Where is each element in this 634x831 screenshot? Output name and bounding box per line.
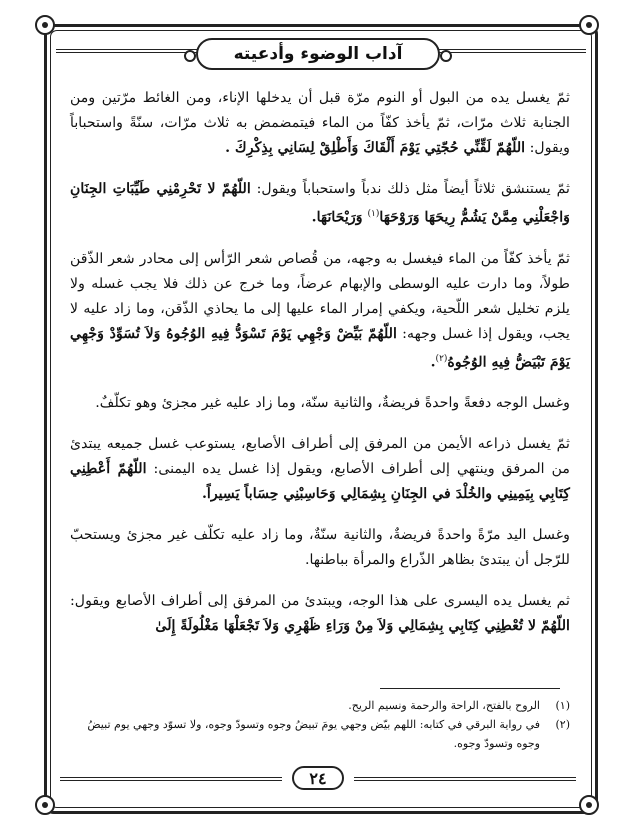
corner-ornament-top-right (579, 15, 599, 35)
footnote-1-number: (١) (555, 699, 570, 712)
page-number-badge (292, 766, 344, 790)
corner-ornament-top-left (35, 15, 55, 35)
paragraph-1 (70, 86, 570, 161)
paragraph-6 (70, 523, 570, 573)
paragraph-3-dua: اللّهُمّ بَيِّضْ وَجْهِي يَوْمَ تَسْوَدُّ فِيهِ الوُجُوهُ وَلاَ تُسَوِّدْ وَجْهِي يَوْمَ تَبْيَضُّ فِيهِ الوُجُوهُ (70, 325, 570, 371)
page-number-rule-left (60, 777, 282, 781)
footnote-1-text: الروح بالفتح، الراحة والرحمة ونسيم الريح. (348, 699, 540, 712)
corner-ornament-bottom-left (35, 795, 55, 815)
footnote-ref-1: (١) (367, 209, 380, 219)
paragraph-3-text: ثمّ يأخذ كفّاً من الماء فيغسل به وجهه، من قُصاص شعر الرّأس إلى محادر شعر الذّقن طولاً، وما دارت عليه الوسطى والإبهام عرضاً، وما خرج عن ذلك فلا يجب غسله ولا يلزم تخليل شعر اللّحية، ويكفي إمرار الماء عليها إلى ما يحاذي الذّقن، وما زاد عليه لا يجب، ويقول إذا غسل وجهه: (70, 250, 570, 342)
paragraph-1-dua: اللّهُمّ لَقِّنِّي حُجّتِي يَوْمَ أَلْقَاكَ وَأَطْلِقْ لِسَانِي بِذِكْرِكَ . (225, 140, 526, 156)
paragraph-6-text: وغسل اليد مرّةً واحدةً فريضةٌ، والثانية سنّةٌ، وما زاد عليه تكلّف غير مجزئ ويستحبّ للرّجل أن يبتدئ بظاهر الذّراع والمرأة بباطنها. (70, 527, 570, 569)
footnote-2 (70, 715, 570, 753)
page-number-rule-right (354, 777, 576, 781)
paragraph-5 (70, 432, 570, 507)
footnotes (70, 696, 570, 753)
paragraph-2-text: ثمّ يستنشق ثلاثاً أيضاً مثل ذلك ندباً واستحباباً ويقول: (250, 181, 570, 197)
paragraph-2-dua: اللّهُمّ لا تَحْرِمْنِي طَيِّبَاتِ الجِنَانِ وَاجْعَلْنِي مِمَّنْ يَشُمُّ رِيحَهَا وَرَوْحَهَا (70, 181, 570, 226)
paragraph-7-text: ثم يغسل يده اليسرى على هذا الوجه، ويبتدئ من المرفق إلى أطراف الأصابع ويقول: (70, 593, 570, 610)
page-number: ٢٤ (309, 768, 327, 788)
footnote-2-number: (٢) (555, 718, 570, 731)
paragraph-5-dua: اللّهُمّ أَعْطِنِي كِتَابِي بِيَمِينِي والخُلْدَ في الجِنَانِ بِشِمَالِي وَحَاسِبْنِي حِسَاباً يَسِيراً. (70, 461, 570, 503)
paragraph-7-dua: اللّهُمّ لا تُعْطِنِي كِتَابِي بِشِمَالِي وَلاَ مِنْ وَرَاءِ ظَهْرِي وَلاَ تَجْعَلْهَا مَغْلُولَةً إِلَىٰ (155, 618, 570, 635)
paragraph-4-text: وغسل الوجه دفعةً واحدةً فريضةٌ، والثانية سنّة، وما زاد عليه غير مجزئ وهو تكلّفٌ. (95, 395, 570, 412)
paragraph-4 (70, 391, 570, 416)
header-rule-left (56, 49, 204, 53)
paragraph-3-dua-end: . (430, 354, 436, 371)
paragraph-3 (70, 247, 570, 376)
header-rule-right (438, 49, 586, 53)
footnote-ref-2: (٢) (435, 353, 448, 364)
paragraph-1-text: ثمّ يغسل يده من البول أو النوم مرّة قبل أن يدخلها الإناء، ومن الغائط مرّتين ومن الجنابة ثلاث مرّات، ثمّ يأخذ كفّاً من الماء فيتمضمض به ثلاث مرّات، سنّةً واستحباباً ويقول: (70, 90, 570, 156)
footnote-1 (70, 696, 570, 715)
corner-ornament-bottom-right (579, 795, 599, 815)
paragraph-7 (70, 589, 570, 639)
paragraph-2-dua-end: وَرَيْحَانَهَا. (311, 209, 368, 226)
paragraph-5-text: ثمّ يغسل ذراعه الأيمن من المرفق إلى أطراف الأصابع، يستوعب غسل جميعه يبتدئ من المرفق وينتهي إلى أطراف الأصابع، ويقول إذا غسل يده اليمنى: (70, 436, 570, 478)
footnote-separator (380, 688, 560, 689)
paragraph-2 (70, 177, 570, 231)
title-cartouche (196, 38, 440, 70)
main-text (70, 86, 570, 655)
footnote-2-text: في رواية البرقي في كتابه: اللهم بيّض وجهي يومَ تبيضُ وجوه وتسودّ وجوه، ولا تسوّد وجهي يوم تبيضُ وجوه وتسودّ وجوه. (87, 718, 540, 750)
page-title: آداب الوضوء وأدعيته (233, 44, 403, 64)
